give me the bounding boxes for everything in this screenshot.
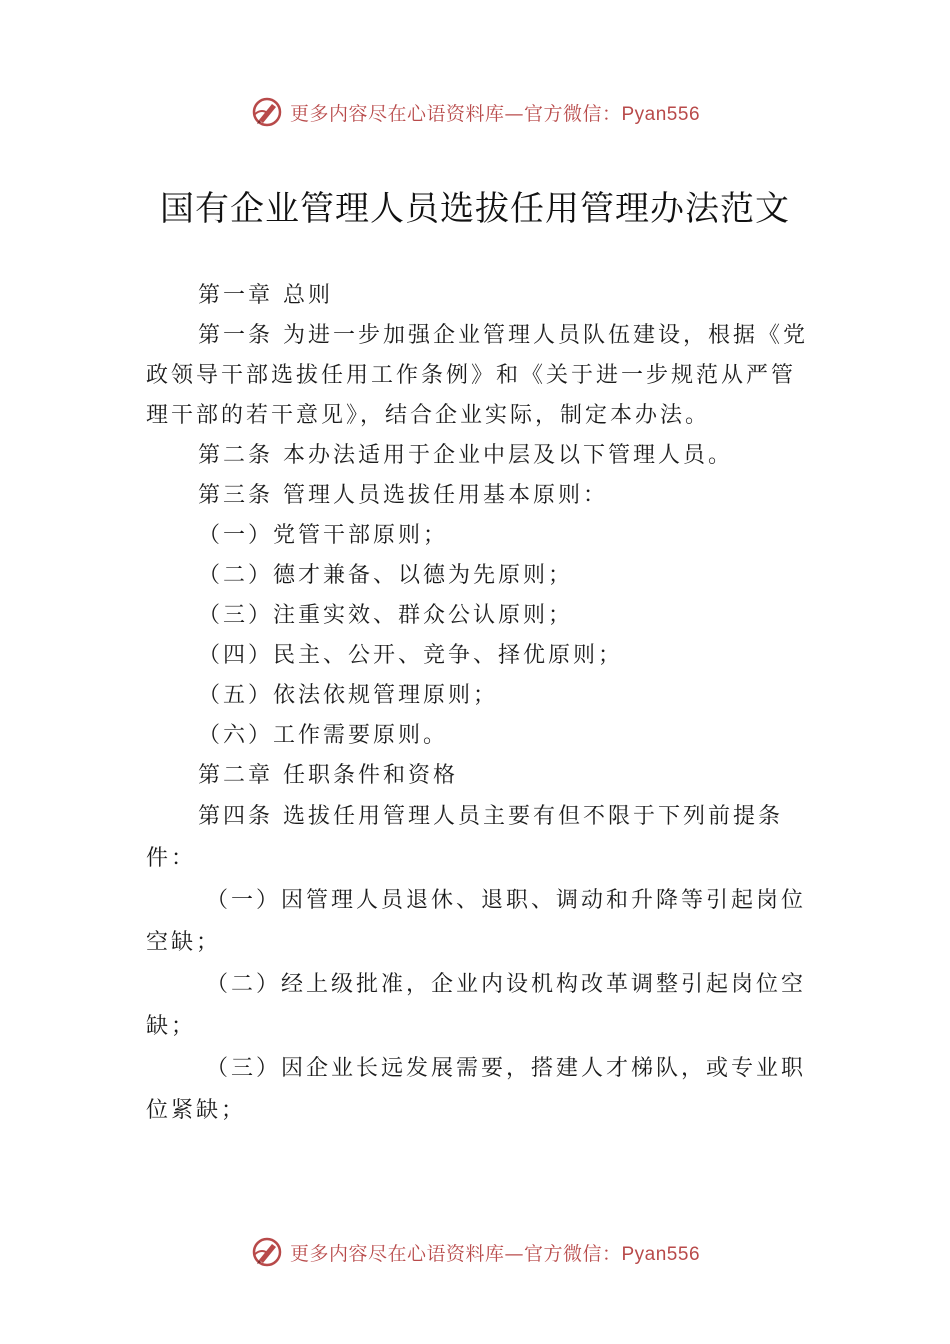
banner-text: 更多内容尽在心语资料库—官方微信：Pyan556 <box>289 1242 701 1265</box>
list-item: （一）党管干部原则； <box>198 523 449 548</box>
article-paragraph: 第三条 管理人员选拔任用基本原则： <box>198 483 608 508</box>
list-item: （三）因企业长远发展需要，搭建人才梯队，或专业职位紧缺； <box>146 1056 807 1123</box>
document-title: 国有企业管理人员选拔任用管理办法范文 <box>160 189 790 229</box>
list-item: （一）因管理人员退休、退职、调动和升降等引起岗位空缺； <box>146 888 807 955</box>
chapter-heading: 第一章 总则 <box>198 283 333 308</box>
list-item: （四）民主、公开、竞争、择优原则； <box>198 643 624 668</box>
list-item: （六）工作需要原则。 <box>198 723 449 748</box>
article-paragraph: 第一条 为进一步加强企业管理人员队伍建设，根据《党政领导干部选拔任用工作条例》和《关于进一步规范从严管理干部的若干意见》，结合企业实际，制定本办法。 <box>146 323 808 428</box>
pen-logo-icon <box>250 95 284 129</box>
list-item: （二）德才兼备、以德为先原则； <box>198 563 574 588</box>
list-item: （三）注重实效、群众公认原则； <box>198 603 574 628</box>
chapter-heading: 第二章 任职条件和资格 <box>198 763 458 788</box>
footer-banner <box>0 1232 950 1272</box>
header-banner <box>0 92 950 132</box>
list-item: （五）依法依规管理原则； <box>198 683 499 708</box>
list-item: （二）经上级批准，企业内设机构改革调整引起岗位空缺； <box>146 972 807 1039</box>
article-paragraph: 第二条 本办法适用于企业中层及以下管理人员。 <box>198 443 733 468</box>
pen-logo-icon <box>250 1235 284 1269</box>
document-body <box>146 276 808 1132</box>
article-paragraph: 第四条 选拔任用管理人员主要有但不限于下列前提条件： <box>146 804 783 871</box>
banner-text: 更多内容尽在心语资料库—官方微信：Pyan556 <box>289 102 701 125</box>
